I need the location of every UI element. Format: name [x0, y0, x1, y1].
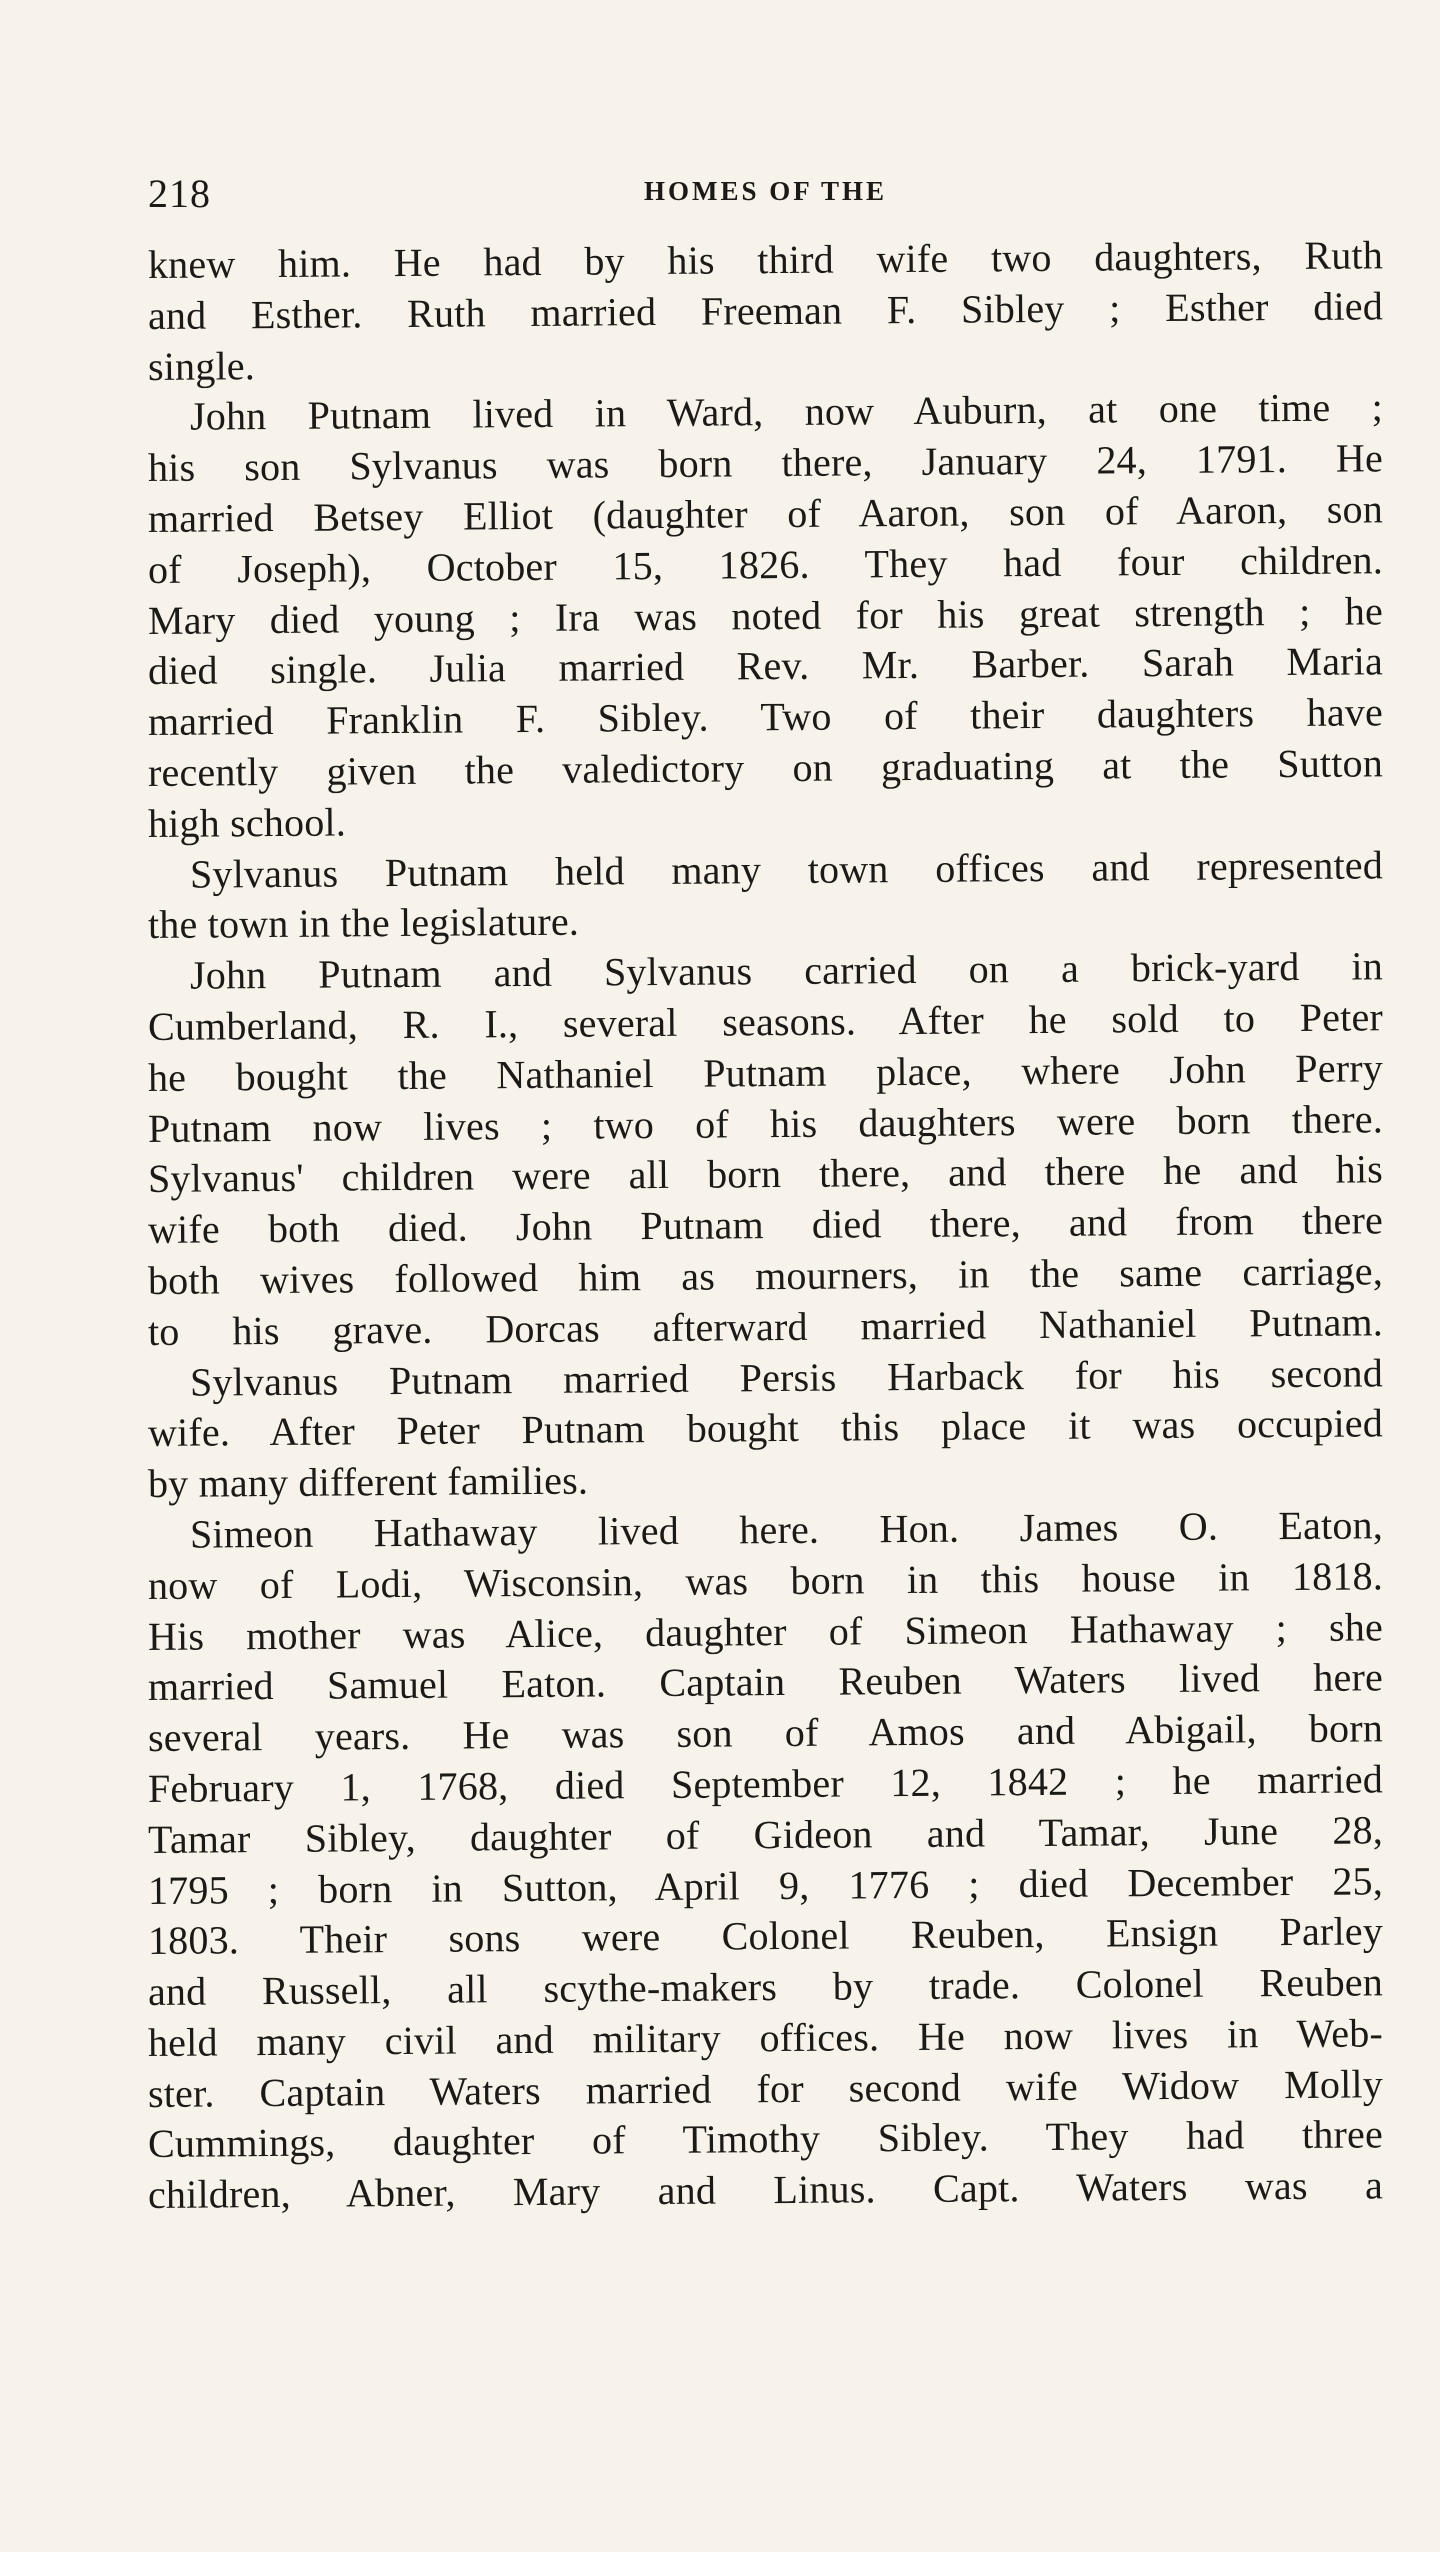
text-line: he bought the Nathaniel Putnam place, where John Perry	[147, 1045, 1384, 1100]
text-line: children, Abner, Mary and Linus. Capt. Waters was a	[147, 2162, 1384, 2218]
text-line: by many different families.	[147, 1457, 589, 1507]
running-header	[148, 170, 1383, 220]
text-line: Cummings, daughter of Timothy Sibley. They had three	[147, 2111, 1384, 2167]
text-line: his son Sylvanus was born there, January 24, 1791. He	[147, 435, 1384, 491]
text-line: held many civil and military offices. He now lives in Web-	[147, 2010, 1384, 2065]
text-line: and Esther. Ruth married Freeman F. Sibley ; Esther died	[147, 283, 1384, 338]
text-line: married Franklin F. Sibley. Two of their daughters have	[147, 689, 1384, 745]
text-line: Putnam now lives ; two of his daughters were born there.	[147, 1095, 1384, 1151]
page-number: 218	[148, 171, 211, 216]
text-line: Simeon Hathaway lived here. Hon. James O. Eaton,	[189, 1502, 1384, 1557]
text-line: to his grave. Dorcas afterward married Nathaniel Putnam.	[147, 1299, 1384, 1354]
text-line: high school.	[147, 799, 347, 846]
text-line: the town in the legislature.	[147, 898, 580, 948]
text-line: Cumberland, R. I., several seasons. After he sold to Peter	[147, 994, 1384, 1049]
running-title: HOMES OF THE	[643, 176, 888, 206]
text-line: Sylvanus Putnam held many town offices and represented	[189, 841, 1384, 897]
text-line: married Betsey Elliot (daughter of Aaron, son of Aaron, son	[147, 486, 1384, 541]
text-line: wife both died. John Putnam died there, and from there	[147, 1197, 1384, 1253]
text-line: February 1, 1768, died September 12, 1842 ; he married	[147, 1756, 1384, 1811]
text-line: single.	[147, 342, 256, 389]
text-line: John Putnam and Sylvanus carried on a brick-yard in	[189, 943, 1384, 998]
text-line: Tamar Sibley, daughter of Gideon and Tamar, June 28,	[147, 1807, 1384, 1862]
text-line: several years. He was son of Amos and Abigail, born	[147, 1705, 1384, 1761]
text-line: Sylvanus Putnam married Persis Harback for his second	[189, 1349, 1384, 1405]
text-line: now of Lodi, Wisconsin, was born in this house in 1818.	[147, 1553, 1384, 1608]
text-line: died single. Julia married Rev. Mr. Barber. Sarah Maria	[147, 638, 1384, 694]
text-line: Mary died young ; Ira was noted for his great strength ; he	[147, 587, 1384, 643]
text-line: and Russell, all scythe-makers by trade. Colonel Reuben	[147, 1959, 1384, 2015]
body-text	[147, 232, 1384, 2221]
text-line: 1795 ; born in Sutton, April 9, 1776 ; died December 25,	[147, 1857, 1384, 1913]
text-line: His mother was Alice, daughter of Simeon Hathaway ; she	[147, 1603, 1384, 1659]
text-line: knew him. He had by his third wife two daughters, Ruth	[147, 232, 1384, 287]
text-line: wife. After Peter Putnam bought this place it was occupied	[147, 1400, 1384, 1456]
text-line: Sylvanus' children were all born there, and there he and his	[147, 1146, 1384, 1202]
text-line: ster. Captain Waters married for second wife Widow Molly	[147, 2060, 1384, 2116]
text-line: John Putnam lived in Ward, now Auburn, at one time ;	[189, 384, 1384, 440]
text-line: married Samuel Eaton. Captain Reuben Waters lived here	[147, 1654, 1384, 1710]
text-line: both wives followed him as mourners, in the same carriage,	[147, 1248, 1384, 1303]
text-line: 1803. Their sons were Colonel Reuben, Ensign Parley	[147, 1908, 1384, 1964]
text-line: of Joseph), October 15, 1826. They had four children.	[147, 537, 1384, 592]
text-line: recently given the valedictory on graduating at the Sutton	[147, 740, 1384, 795]
